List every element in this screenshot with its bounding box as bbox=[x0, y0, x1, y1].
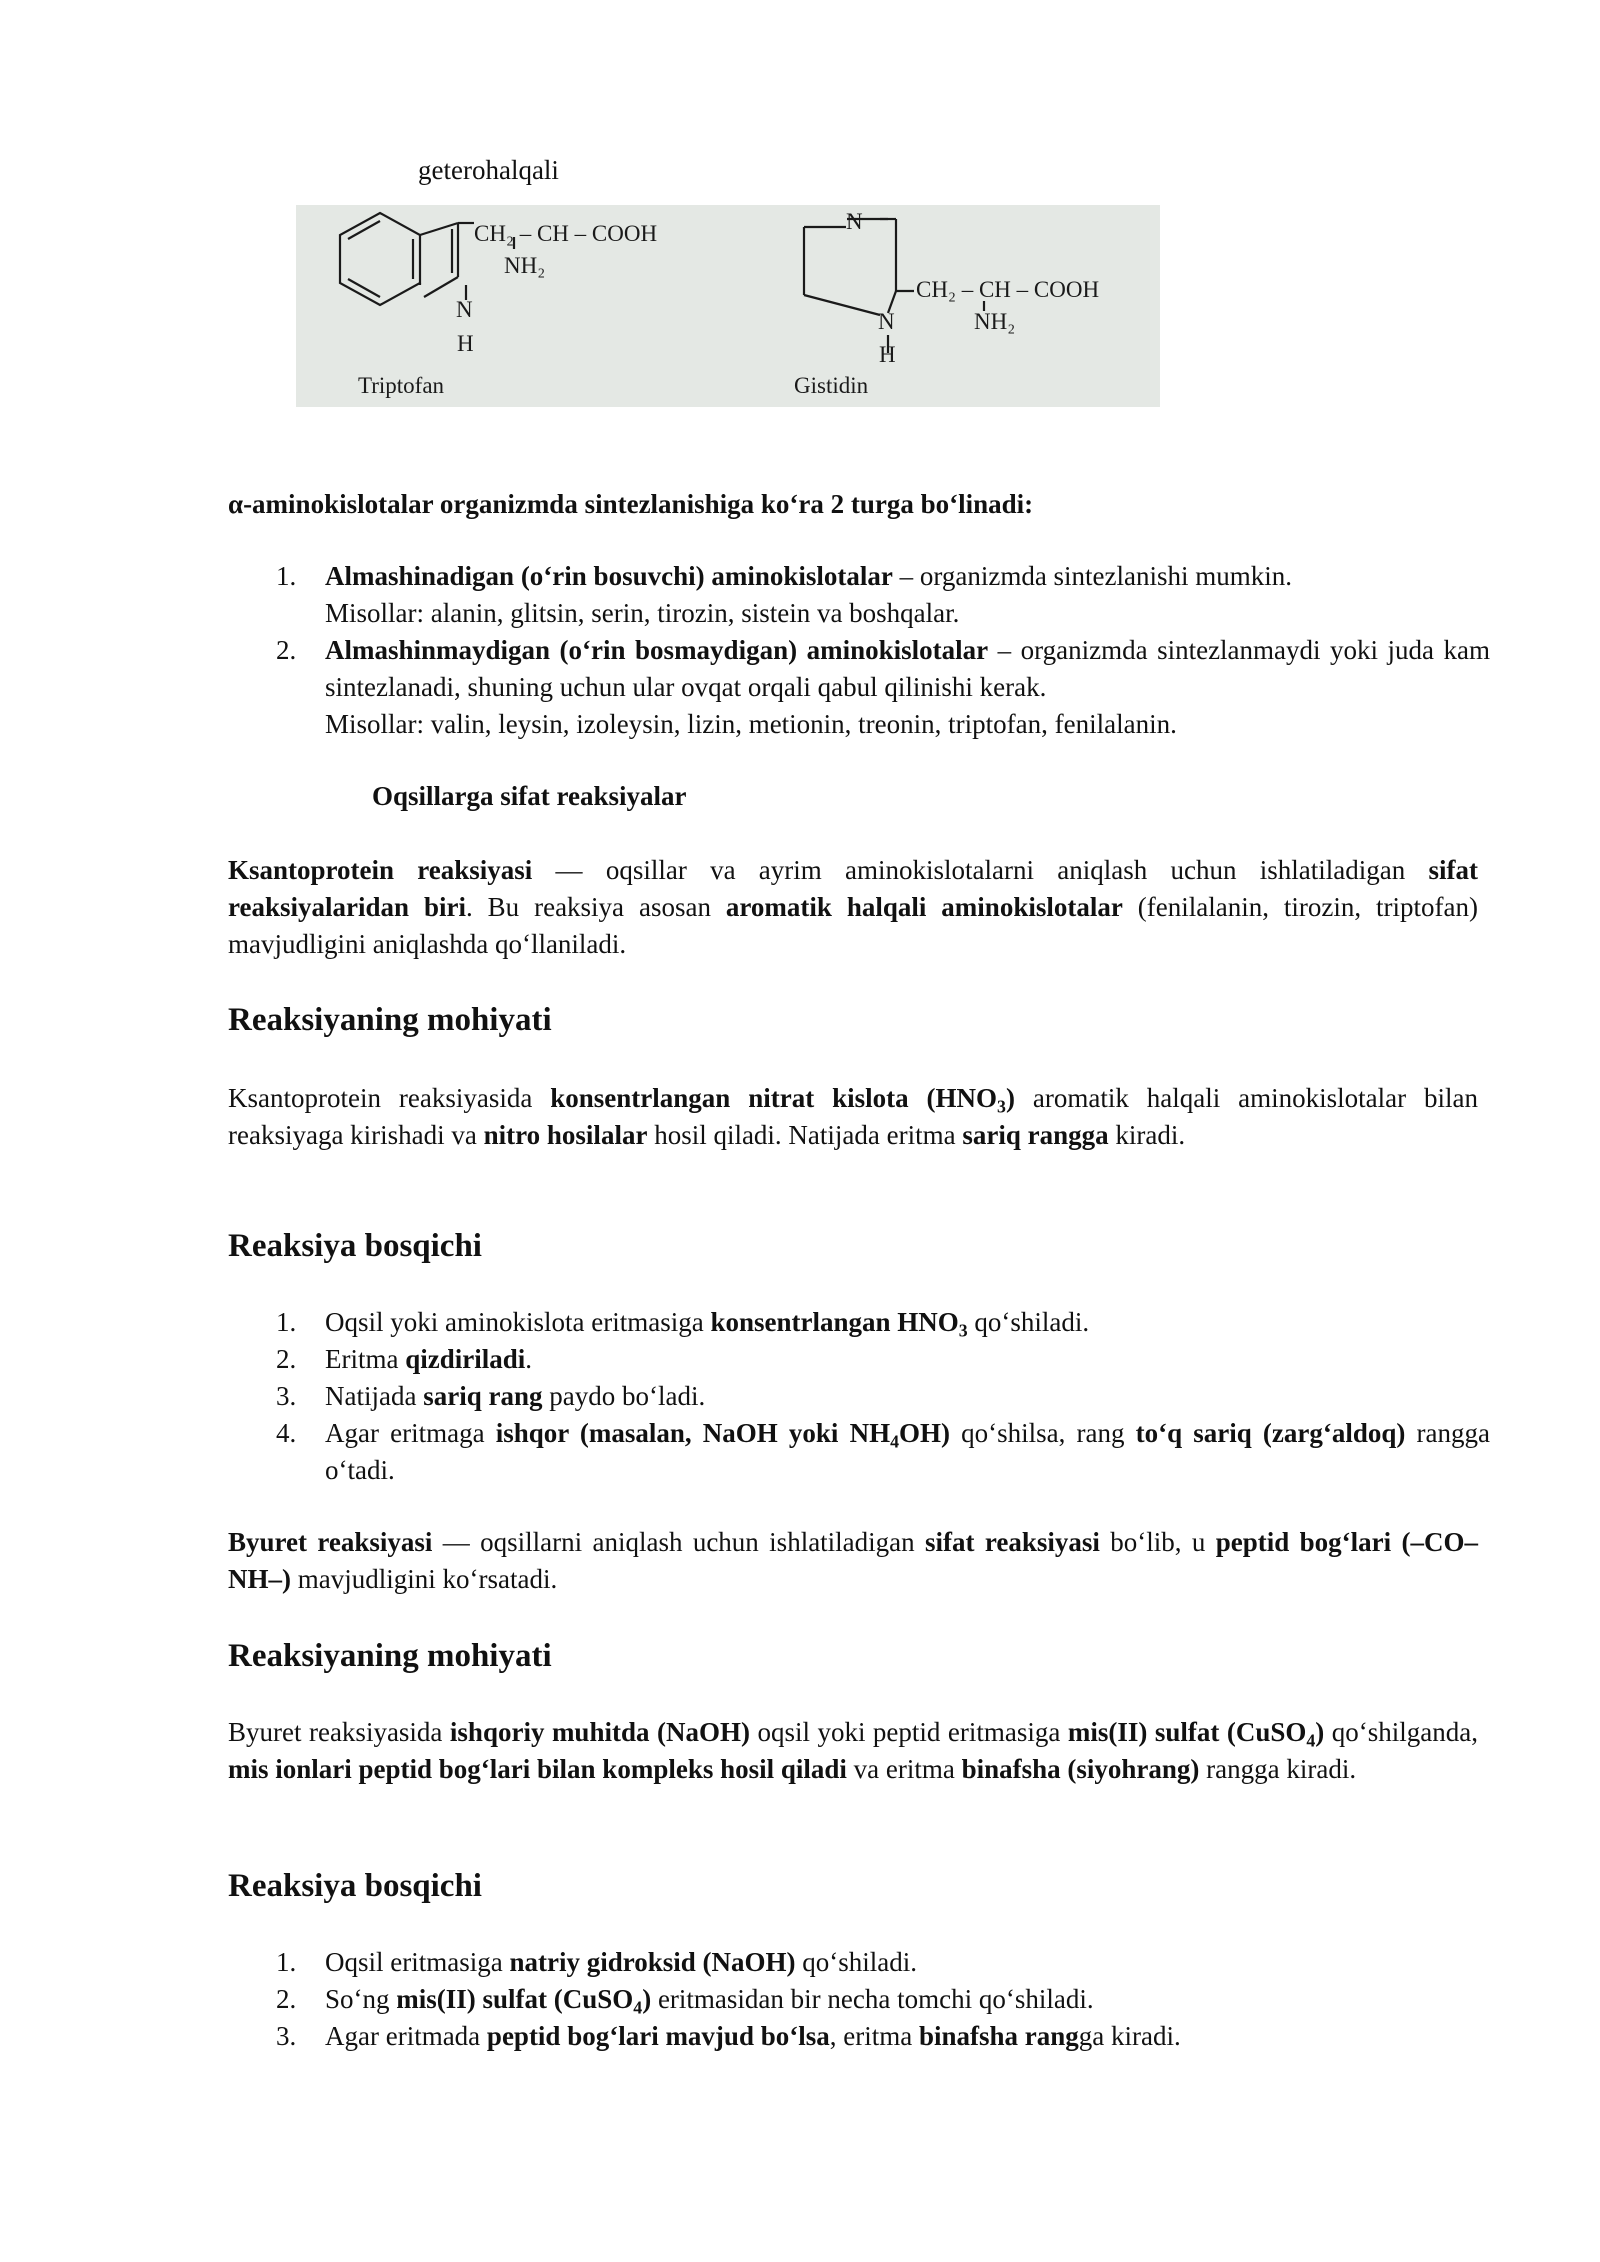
section-title: Oqsillarga sifat reaksiyalar bbox=[372, 781, 687, 811]
list-term: Almashinadigan (oʻrin bosuvchi) aminokislotalar bbox=[325, 561, 893, 591]
xanthoprotein-essence: Ksantoprotein reaksiyasida konsentrlangan nitrat kislota $(HNO_3)$ aromatik halqali aminokislotalar bilan reaksiyaga kirishadi va nitro hosilalar hosil qiladi. Natijada eritma sariq rangga kiradi. bbox=[228, 1083, 1478, 1150]
list-examples: Misollar: valin, leysin, izoleysin, lizin, metionin, treonin, triptofan, fenilalanin. bbox=[325, 709, 1177, 739]
tryptophan-label: Triptofan bbox=[358, 373, 445, 398]
list-item bbox=[228, 558, 1490, 632]
histidine-side-chain: CH₂ – CH – COOH bbox=[916, 277, 1100, 302]
biuret-steps-list bbox=[228, 1944, 1490, 2055]
biuret-essence-heading: Reaksiyaning mohiyati bbox=[228, 1638, 552, 1674]
list-description: – organizmda sintezlanishi mumkin. bbox=[892, 561, 1293, 591]
list-number: 3. bbox=[276, 2021, 297, 2051]
list-number: 2. bbox=[276, 1984, 297, 2014]
amino-acid-structures-figure bbox=[296, 205, 1160, 407]
list-number: 1. bbox=[276, 1947, 297, 1977]
biuret-steps-heading: Reaksiya bosqichi bbox=[228, 1868, 482, 1904]
biuret-term: Byuret reaksiyasi bbox=[228, 1527, 433, 1557]
figure-caption: geterohalqali bbox=[418, 155, 559, 185]
histidine-label: Gistidin bbox=[794, 373, 869, 398]
list-number: 1. bbox=[276, 1307, 297, 1337]
list-examples: Misollar: alanin, glitsin, serin, tirozin, sistein va boshqalar. bbox=[325, 598, 960, 628]
tryptophan-side-chain: CH₂ – CH – COOH bbox=[474, 221, 658, 246]
tryptophan-amino-group: NH₂ bbox=[504, 253, 546, 278]
xanthoprotein-steps-list bbox=[228, 1304, 1490, 1489]
list-number: 2. bbox=[276, 1344, 297, 1374]
xanthoprotein-steps-heading: Reaksiya bosqichi bbox=[228, 1228, 482, 1264]
list-number: 4. bbox=[276, 1418, 297, 1448]
list-item: 2. Eritma qizdiriladi. bbox=[228, 1341, 1490, 1378]
list-number: 3. bbox=[276, 1381, 297, 1411]
classification-heading: α-aminokislotalar organizmda sintezlanishiga koʻra 2 turga boʻlinadi: bbox=[228, 489, 1034, 519]
classification-list bbox=[228, 558, 1490, 743]
list-item: 1. Oqsil yoki aminokislota eritmasiga konsentrlangan $HNO_3$ qoʻshiladi. bbox=[228, 1304, 1490, 1341]
list-item: 4. Agar eritmaga ishqor (masalan, NaOH yoki $NH_4OH$) qoʻshilsa, rang toʻq sariq (zargʻaldoq) rangga oʻtadi. bbox=[228, 1415, 1490, 1489]
list-number: 1. bbox=[276, 561, 297, 591]
biuret-intro: Byuret reaksiyasi — oqsillarni aniqlash uchun ishlatiladigan sifat reaksiyasi boʻlib, u peptid bogʻlari (–CO–NH–) mavjudligini koʻrsatadi. bbox=[228, 1527, 1478, 1594]
histidine-ring-h: H bbox=[879, 342, 896, 367]
biuret-essence: Byuret reaksiyasida ishqoriy muhitda (NaOH) oqsil yoki peptid eritmasiga mis(II) sulfat (CuSO$_4$) qoʻshilganda, mis ionlari peptid bogʻlari bilan kompleks hosil qiladi va eritma binafsha (siyohrang) rangga kiradi. bbox=[228, 1717, 1478, 1784]
list-item bbox=[228, 632, 1490, 743]
xanthoprotein-term: Ksantoprotein reaksiyasi bbox=[228, 855, 533, 885]
histidine-ring-n: N bbox=[878, 309, 895, 334]
list-item: 1. Oqsil eritmasiga natriy gidroksid (NaOH) qoʻshiladi. bbox=[228, 1944, 1490, 1981]
xanthoprotein-intro: Ksantoprotein reaksiyasi — oqsillar va ayrim aminokislotalarni aniqlash uchun ishlatiladigan sifat reaksiyalaridan biri. Bu reaksiya asosan aromatik halqali aminokislotalar (fenilalanin, tirozin, triptofan) mavjudligini aniqlashda qoʻllaniladi. bbox=[228, 855, 1479, 959]
list-description: – organizmda sintezlanmaydi yoki juda kam sintezlanadi, shuning uchun ular ovqat orqali qabul qilinishi kerak. bbox=[325, 635, 1491, 702]
tryptophan-ring-h: H bbox=[457, 331, 474, 356]
list-term: Almashinmaydigan (oʻrin bosmaydigan) aminokislotalar bbox=[325, 635, 989, 665]
list-item: 3. Natijada sariq rang paydo boʻladi. bbox=[228, 1378, 1490, 1415]
histidine-amino-group: NH₂ bbox=[974, 309, 1016, 334]
xanthoprotein-essence-heading: Reaksiyaning mohiyati bbox=[228, 1002, 552, 1038]
list-item: 3. Agar eritmada peptid bogʻlari mavjud boʻlsa, eritma binafsha rangga kiradi. bbox=[228, 2018, 1490, 2055]
tryptophan-ring-n: N bbox=[456, 297, 473, 322]
histidine-top-n: N bbox=[846, 209, 863, 234]
list-number: 2. bbox=[276, 635, 297, 665]
list-item: 2. Soʻng mis(II) sulfat (CuSO$_4$) eritmasidan bir necha tomchi qoʻshiladi. bbox=[228, 1981, 1490, 2018]
